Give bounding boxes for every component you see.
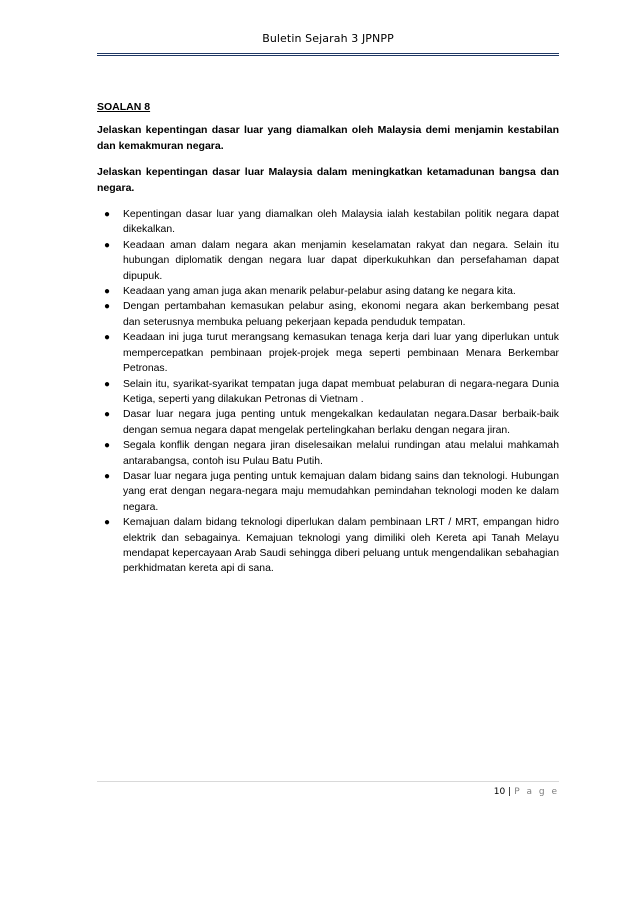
bullet-text: Selain itu, syarikat-syarikat tempatan juga dapat membuat pelaburan di negara-negara Dunia Ketiga, seperti yang dilakukan Petronas di Vietnam . (123, 378, 559, 405)
bullet-text: Keadaan yang aman juga akan menarik pelabur-pelabur asing datang ke negara kita. (123, 286, 516, 298)
bullet-icon: ● (104, 332, 111, 344)
bullet-text: Kepentingan dasar luar yang diamalkan oleh Malaysia ialah kestabilan politik negara dapat dikekalkan. (123, 209, 559, 236)
bullet-icon: ● (104, 409, 111, 421)
answer-bullet-list (97, 207, 559, 577)
list-item (97, 438, 559, 469)
list-item (97, 299, 559, 330)
page-label: P a g e (514, 787, 559, 797)
list-item (97, 515, 559, 577)
footer-separator: | (508, 787, 512, 797)
bullet-text: Kemajuan dalam bidang teknologi diperlukan dalam pembinaan LRT / MRT, empangan hidro elektrik dan sebagainya. Kemajuan teknologi yang dimiliki oleh Kereta api Tanah Melayu mendapat kepercayaan Arab Saudi sehingga diberi peluang untuk mengendalikan sebahagian perkhidmatan kereta api di sana. (123, 517, 559, 575)
list-item (97, 377, 559, 408)
header-rule (97, 53, 559, 56)
bullet-icon: ● (104, 470, 111, 482)
list-item (97, 407, 559, 438)
bullet-icon: ● (104, 301, 111, 313)
bullet-icon: ● (104, 440, 111, 452)
bullet-icon: ● (104, 239, 111, 251)
bullet-text: Keadaan aman dalam negara akan menjamin keselamatan rakyat dan negara. Selain itu hubungan diplomatik dengan negara luar dapat diperkukuhkan dan persefahaman dapat dipupuk. (123, 239, 559, 282)
list-item (97, 238, 559, 284)
bullet-text: Dasar luar negara juga penting untuk mengekalkan kedaulatan negara.Dasar berbaik-baik dengan semua negara dapat mengelak pertelingkahan berlaku dengan negara jiran. (123, 409, 559, 436)
section-title: SOALAN 8 (97, 101, 151, 113)
bullet-text: Dasar luar negara juga penting untuk kemajuan dalam bidang sains dan teknologi. Hubungan yang erat dengan negara-negara maju memudahkan pemindahan teknologi moden ke dalam negara. (123, 470, 559, 513)
bullet-icon: ● (104, 378, 111, 390)
bullet-icon: ● (104, 286, 111, 298)
bullet-text: Dengan pertambahan kemasukan pelabur asing, ekonomi negara akan berkembang pesat dan seterusnya membuka peluang pekerjaan kepada penduduk tempatan. (123, 301, 559, 328)
list-item (97, 330, 559, 376)
document-body (97, 100, 559, 577)
bullet-text: Keadaan ini juga turut merangsang kemasukan tenaga kerja dari luar yang diperlukan untuk mempercepatkan pembinaan projek-projek mega seperti pembinaan Menara Berkembar Petronas. (123, 332, 559, 375)
list-item (97, 284, 559, 299)
question-2: Jelaskan kepentingan dasar luar Malaysia dalam meningkatkan ketamadunan bangsa dan negara. (97, 166, 559, 194)
footer-rule (97, 781, 559, 782)
question-1: Jelaskan kepentingan dasar luar yang diamalkan oleh Malaysia demi menjamin kestabilan dan kemakmuran negara. (97, 124, 559, 152)
page-footer (97, 787, 559, 797)
bullet-text: Segala konflik dengan negara jiran diselesaikan melalui rundingan atau melalui mahkamah antarabangsa, contoh isu Pulau Batu Putih. (123, 440, 559, 467)
page-number: 10 (493, 787, 506, 797)
list-item (97, 207, 559, 238)
bullet-icon: ● (104, 209, 111, 221)
running-header: Buletin Sejarah 3 JPNPP (262, 32, 394, 45)
bullet-icon: ● (104, 517, 111, 529)
list-item (97, 469, 559, 515)
